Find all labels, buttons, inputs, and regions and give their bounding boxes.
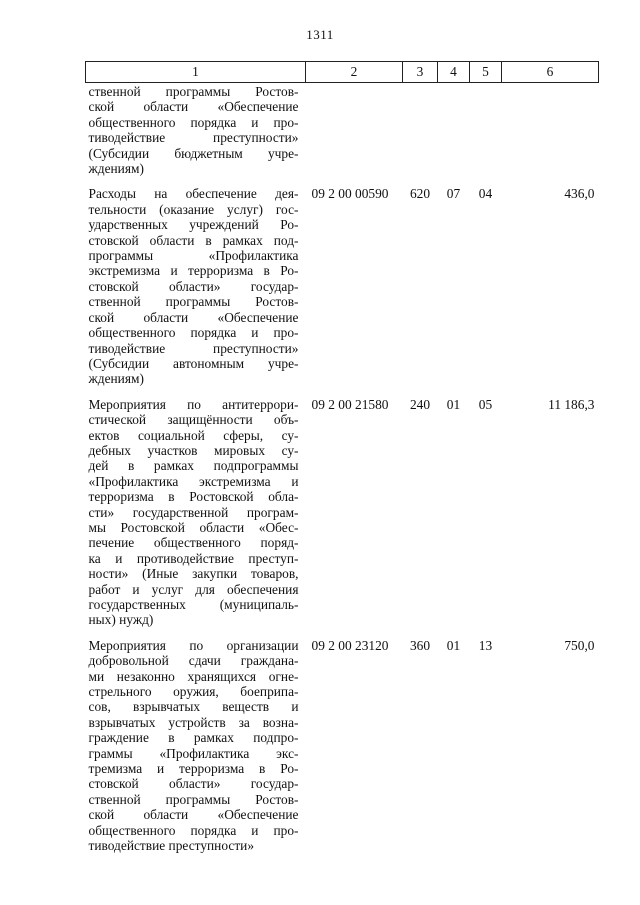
header-col-1: 1 [86, 62, 306, 83]
row-col3: 360 [409, 637, 431, 653]
description-line: терроризма в Ростовской обла- [88, 489, 299, 505]
description-line: дебных участков мировых су- [88, 442, 299, 458]
row-col4: 01 [446, 637, 461, 653]
description-line: ми незаконно хранящихся огне- [88, 668, 299, 684]
description-line: ственной программы Ростов- [88, 791, 299, 807]
description-line: Мероприятия по антитеррори- [88, 396, 299, 412]
table-header [86, 62, 599, 83]
description-line: ждениям) [88, 161, 144, 177]
row-description [86, 638, 306, 864]
header-col-6: 6 [502, 62, 599, 83]
description-line: мы Ростовской области «Обес- [88, 519, 299, 535]
row-col5: 04 [478, 186, 493, 202]
row-col4 [438, 83, 470, 187]
row-col5: 05 [478, 396, 493, 412]
table-row [86, 638, 599, 864]
description-line: тремизма и терроризма в Ро- [88, 761, 299, 777]
description-line: общественного порядка и про- [88, 325, 299, 341]
row-description [86, 186, 306, 396]
description-line: общественного порядка и про- [88, 114, 299, 130]
description-line: ных) нужд) [88, 612, 154, 628]
header-col-2: 2 [306, 62, 403, 83]
row-col3 [403, 83, 438, 187]
table-row [86, 397, 599, 638]
description-line: ской области «Обеспечение [88, 99, 299, 115]
description-line: тиводействие преступности» [88, 340, 299, 356]
description-line: ской области «Обеспечение [88, 807, 299, 823]
header-col-3: 3 [403, 62, 438, 83]
description-line: стовской области» государ- [88, 776, 299, 792]
header-row [86, 62, 599, 83]
description-line: сти» государственной програм- [88, 504, 299, 520]
description-line: ственной программы Ростов- [88, 84, 299, 99]
table-row [86, 186, 599, 396]
row-col3: 620 [409, 186, 431, 202]
description-line: стрельного оружия, боеприпа- [88, 684, 299, 700]
row-amount [502, 83, 599, 187]
row-col3: 240 [409, 396, 431, 412]
description-line: «Профилактика экстремизма и [88, 473, 299, 489]
description-line: тельности (оказание услуг) гос- [88, 201, 299, 217]
description-line: ждениям) [88, 371, 144, 387]
description-line: тиводействие преступности» [88, 838, 255, 854]
row-col5: 13 [478, 637, 493, 653]
description-line: добровольной сдачи граждана- [88, 653, 299, 669]
row-description [86, 83, 306, 187]
budget-table [85, 61, 599, 864]
description-line: тиводействие преступности» [88, 130, 299, 146]
row-code: 09 2 00 21580 [311, 396, 389, 412]
row-code: 09 2 00 00590 [311, 186, 389, 202]
description-line: стовской области» государ- [88, 278, 299, 294]
description-line: программы «Профилактика [88, 248, 299, 264]
row-amount: 11 186,3 [548, 396, 595, 412]
description-line: Мероприятия по организации [88, 637, 299, 653]
description-line: стической защищённости объ- [88, 412, 299, 428]
description-line: ской области «Обеспечение [88, 309, 299, 325]
row-col4: 01 [446, 396, 461, 412]
description-line: ка и противодействие преступ- [88, 550, 299, 566]
description-line: (Субсидии автономным учре- [88, 355, 299, 371]
description-line: государственных (муниципаль- [88, 597, 299, 612]
row-code: 09 2 00 23120 [311, 637, 389, 653]
description-line: ектов социальной сферы, су- [88, 427, 299, 443]
row-amount: 436,0 [564, 186, 595, 202]
table-row [86, 83, 599, 187]
header-col-5: 5 [470, 62, 502, 83]
description-line: общественного порядка и про- [88, 822, 299, 838]
description-line: граждение в рамках подпро- [88, 730, 299, 746]
description-line: экстремизма и терроризма в Ро- [88, 263, 299, 279]
page-number: 1311 [306, 27, 334, 42]
description-line: работ и услуг для обеспечения [88, 581, 299, 597]
description-line: граммы «Профилактика экс- [88, 745, 299, 761]
row-amount: 750,0 [564, 637, 595, 653]
description-line: Расходы на обеспечение дея- [88, 186, 299, 202]
header-col-4: 4 [438, 62, 470, 83]
row-code [306, 83, 403, 187]
description-line: ударственных учреждений Ро- [88, 217, 299, 233]
table-body [86, 83, 599, 864]
description-line: ственной программы Ростов- [88, 294, 299, 310]
description-line: взрывчатых устройств за возна- [88, 714, 299, 730]
description-line: печение общественного поряд- [88, 535, 299, 551]
description-line: ности» (Иные закупки товаров, [88, 566, 299, 582]
description-line: стовской области в рамках под- [88, 232, 299, 248]
description-line: дей в рамках подпрограммы [88, 458, 299, 474]
row-col5 [470, 83, 502, 187]
row-description [86, 397, 306, 638]
description-line: (Субсидии бюджетным учре- [88, 145, 299, 161]
description-line: сов, взрывчатых веществ и [88, 699, 299, 715]
row-col4: 07 [446, 186, 461, 202]
